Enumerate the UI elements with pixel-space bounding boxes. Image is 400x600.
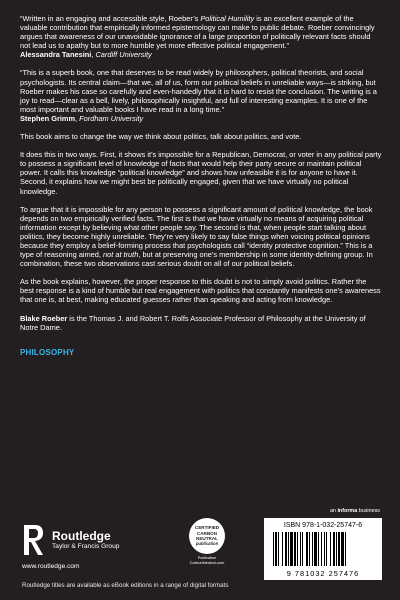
barcode-bar: [336, 532, 337, 566]
cover-footer: [20, 500, 382, 600]
barcode-bar: [297, 532, 298, 566]
barcode-bar: [312, 532, 313, 566]
publisher-website: www.routledge.com: [22, 563, 80, 570]
endorsement-1: [20, 14, 382, 59]
barcode-bar: [341, 532, 344, 566]
endorser-name: Stephen Grimm: [20, 113, 76, 123]
endorsement-2-attribution: Stephen Grimm, Fordham University: [20, 113, 144, 123]
endorser-name: Alessandra Tanesini: [20, 50, 92, 60]
description-paragraph-4: As the book explains, however, the proper response to this doubt is not to simply avoid politics. Rather the best response is a kind of humble but real engagement with politics that constantly manifests one’s awareness that one is, at best, making educated guesses rather than speaking and acting from knowledge.: [20, 277, 381, 305]
barcode-bar: [324, 532, 325, 566]
back-cover-text: [20, 14, 382, 357]
carbon-neutral-seal: CERTIFIED CARBON NEUTRAL publication: [189, 518, 225, 554]
barcode-bar: [290, 532, 293, 566]
barcode-bar: [294, 532, 296, 566]
barcode-bar: [306, 532, 308, 566]
carbon-neutral-badge: CERTIFIED CARBON NEUTRAL publication Publication CarbonNeutral.com: [181, 518, 233, 565]
barcode-bar: [345, 532, 346, 566]
description-paragraph-3: To argue that it is impossible for any person to possess a significant amount of political knowledge, the book depends on two empirically verified facts. The first is that we have virtually no means of acquiring political information except by believing what other people say. The second is that, when people start talking about politics, they become highly unreliable. They’re very likely to say false things when voicing political opinions because they employ a belief-forming process that psychologists call “identity protective cognition.” This is a type of reasoning aimed, not at truth, but at preserving one’s membership in some identity-defining group. In combination, these two observations cast serious doubt on all of our political beliefs.: [20, 204, 373, 269]
barcode-bar: [326, 532, 327, 566]
endorsement-1-quote: “Written in an engaging and accessible style, Roeber’s Political Humility is an excellent example of the valuable contribution that empirically informed epistemology can make to public debate. Roeber convincingly argues that awareness of our unavoidable ignorance of a large proportion of politically relevant facts should not lead us to apathy but to more humble yet more effective political engagement.”: [20, 14, 375, 51]
barcode-bar: [321, 532, 322, 566]
barcode-bar: [302, 532, 303, 566]
routledge-logo: [22, 523, 119, 557]
barcode-bar: [309, 532, 310, 566]
barcode-bar: [333, 532, 335, 566]
barcode-bar: [273, 532, 274, 566]
barcode-bar: [285, 532, 287, 566]
barcode-bar: [330, 532, 331, 566]
author-name: Blake Roeber: [20, 313, 68, 323]
isbn-barcode-box: [264, 518, 382, 580]
endorsement-1-attribution: Alessandra Tanesini, Cardiff University: [20, 50, 152, 60]
author-bio: Blake Roeber is the Thomas J. and Robert T. Rolfs Associate Professor of Philosophy at the University of Notre Dame.: [20, 313, 366, 332]
barcode-bar: [282, 532, 283, 566]
barcode-bar: [314, 532, 317, 566]
publisher-group: Taylor & Francis Group: [52, 542, 120, 550]
barcode-bar: [278, 532, 279, 566]
informa-business-tag: an informa business: [329, 508, 380, 514]
subject-category: PHILOSOPHY: [20, 347, 75, 357]
barcode-bar: [318, 532, 319, 566]
description-paragraph-1: This book aims to change the way we think about politics, talk about politics, and vote.: [20, 132, 302, 142]
book-title-italic: Political Humility: [200, 14, 255, 23]
description-paragraph-2: It does this in two ways. First, it shows it’s impossible for a Republican, Democrat, or voter in any political party to possess a significant level of knowledge of facts that would help their party secure or maintain political power. It calls this knowledge “political knowledge” and shows how unfeasible it is for anyone to have it. Second, it explains how we might best be politically engaged, given that we have virtually no political knowledge.: [20, 150, 382, 196]
isbn-label: ISBN 978-1-032-25747-6: [283, 522, 363, 529]
publisher-name: Routledge: [52, 528, 111, 543]
endorsement-2: [20, 68, 382, 123]
endorser-affiliation: Cardiff University: [95, 50, 152, 60]
routledge-r-icon: [22, 523, 46, 557]
barcode-bar: [300, 532, 301, 566]
barcode-number: 9 781032 257476: [286, 569, 360, 578]
barcode-bar: [338, 532, 340, 566]
barcode-bar: [275, 532, 277, 566]
barcode-bar: [288, 532, 289, 566]
ebook-note: Routledge titles are available as eBook editions in a range of digital formats: [22, 582, 229, 589]
endorsement-2-quote: “This is a superb book, one that deserves to be read widely by philosophers, political theorists, and social psychologists. Its central claim—that we, all of us, form our political beliefs in unreliable ways—is striking, but Roeber makes his case so carefully and even-handedly that it is hard to resist the conclusion. The writing is a joy to read—clear as a bell, lively, philosophically insightful, and full of interesting examples. It is one of the most important and valuable books I have read in a long time.”: [20, 68, 377, 114]
barcode: [273, 532, 373, 570]
endorser-affiliation: Fordham University: [79, 113, 144, 123]
